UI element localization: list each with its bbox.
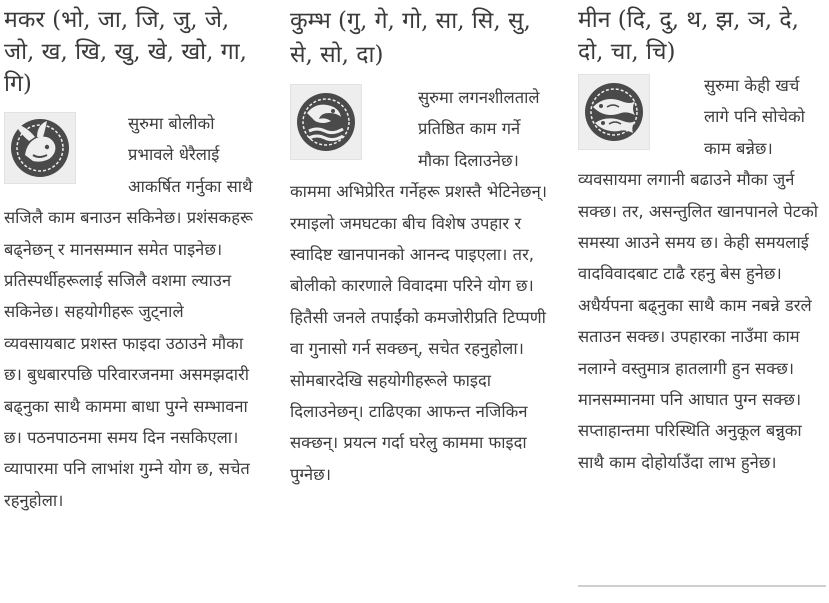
sign-capricorn [4, 0, 256, 603]
sign-body-aquarius [290, 82, 550, 490]
capricorn-goat-icon [4, 112, 76, 184]
sign-aquarius [290, 0, 550, 603]
sign-text-pisces: सुरुमा केही खर्च लागे पनि सोचेको काम बन्नेछ। व्यवसायमा लगानी बढाउने मौका जुर्न सक्छ। तर, असन्तुलित खानपानले पेटको समस्या आउने समय छ। केही समयलाई वादविवादबाट टाढै रहनु बेस हुनेछ। अधैर्यपना बढ्नुका साथै काम नबन्ने डरले सताउन सक्छ। उपहारका नाउँमा काम नलाग्ने वस्तुमात्र हातलागी हुन सक्छ। मानसम्मानमा पनि आघात पुग्न सक्छ। सप्ताहान्तमा परिस्थिति अनुकूल बन्नुका साथै काम दोहोर्याउँदा लाभ हुनेछ। [578, 76, 819, 472]
column-divider-rule [578, 585, 826, 587]
sign-title-aquarius: कुम्भ (गु, गे, गो, सा, सि, सु, से, सो, दा) [290, 8, 531, 68]
sign-pisces [578, 0, 826, 603]
sign-title-capricorn: मकर (भो, जा, जि, जु, जे, जो, ख, खि, खु, खे, खो, गा, गि) [4, 7, 247, 97]
sign-text-capricorn: सुरुमा बोलीको प्रभावले धेरैलाई आकर्षित गर्नुका साथै सजिलै काम बनाउन सकिनेछ। प्रशंसकहरू बढ्नेछन् र मानसम्मान समेत पाइनेछ। प्रतिस्पर्धीहरूलाई सजिलै वशमा ल्याउन सकिनेछ। सहयोगीहरू जुट्नाले व्यवसायबाट प्रशस्त फाइदा उठाउने मौका छ। बुधबारपछि परिवारजनमा असमझदारी बढ्नुका साथै काममा बाधा पुग्ने सम्भावना छ। पठनपाठनमा समय दिन नसकिएला। व्यापारमा पनि लाभांश गुम्ने योग छ, सचेत रहनुहोला। [4, 114, 253, 510]
sign-text-aquarius: सुरुमा लगनशीलताले प्रतिष्ठित काम गर्ने मौका दिलाउनेछ। काममा अभिप्रेरित गर्नेहरू प्रशस्तै भेटिनेछन्। रमाइलो जमघटका बीच विशेष उपहार र स्वादिष्ट खानपानको आनन्द पाइएला। तर, बोलीको कारणाले विवादमा परिने योग छ। हितैसी जनले तपाईंको कमजोरीप्रति टिप्पणी वा गुनासो गर्न सक्छन्, सचेत रहनुहोला। सोमबारदेखि सहयोगीहरूले फाइदा दिलाउनेछन्। टाढिएका आफन्त नजिकिन सक्छन्। प्रयत्न गर्दा घरेलु काममा फाइदा पुग्नेछ। [290, 88, 548, 484]
aquarius-water-bearer-icon [290, 84, 362, 160]
sign-body-capricorn [4, 108, 256, 516]
sign-body-pisces [578, 70, 826, 478]
pisces-fish-icon [578, 74, 650, 150]
sign-title-pisces: मीन (दि, दु, थ, झ, ञ, दे, दो, चा, चि) [578, 7, 799, 65]
